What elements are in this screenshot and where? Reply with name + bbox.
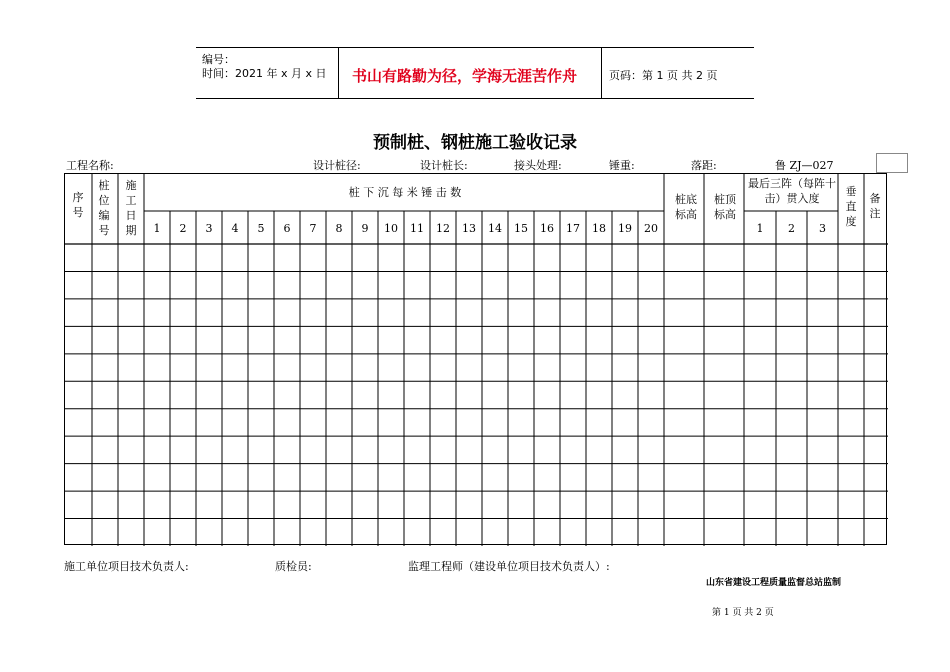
hammer-weight-label: 锤重:	[609, 159, 635, 172]
blow-number: 2	[179, 222, 187, 235]
blow-number: 18	[592, 222, 606, 235]
organization: 山东省建设工程质量监督总站监制	[706, 578, 842, 588]
blow-number: 16	[540, 222, 554, 235]
document-header	[196, 47, 754, 99]
blow-number: 4	[231, 222, 239, 235]
blow-number: 9	[361, 222, 369, 235]
blow-number: 11	[410, 222, 424, 235]
header-vertical-text: 垂 直 度	[845, 185, 857, 228]
header-pile-no	[93, 178, 115, 238]
inspection-table	[64, 173, 887, 545]
design-diameter-label: 设计桩径:	[313, 159, 361, 172]
form-code: 鲁 ZJ—027	[775, 159, 834, 172]
blow-number: 6	[283, 222, 291, 235]
header-blows: 桩 下 沉 每 米 锤 击 数	[348, 186, 462, 199]
blow-number: 19	[618, 222, 632, 235]
header-date	[119, 178, 143, 238]
header-vertical	[842, 184, 860, 229]
blow-number: 17	[566, 222, 580, 235]
penetration-number: 1	[756, 222, 764, 235]
blow-number: 5	[257, 222, 265, 235]
page-title: 预制桩、钢桩施工验收记录	[373, 133, 577, 153]
page-label: 页码：第 1 页 共 2 页	[609, 69, 718, 82]
blow-number: 10	[384, 222, 398, 235]
header-remark	[865, 191, 885, 221]
penetration-number: 3	[819, 222, 826, 235]
header-seq	[67, 190, 89, 220]
time-label: 时间：2021 年 x 月 x 日	[202, 67, 327, 80]
joint-label: 接头处理:	[514, 159, 562, 172]
page-number: 第 1 页 共 2 页	[712, 608, 774, 618]
header-seq-text: 序 号	[72, 191, 84, 219]
blow-number: 14	[488, 222, 502, 235]
blow-number: 8	[335, 222, 343, 235]
design-length-label: 设计桩长:	[420, 159, 468, 172]
blow-number: 1	[153, 222, 161, 235]
header-bottom-text: 桩底 标高	[675, 193, 697, 221]
number-label: 编号：	[202, 53, 235, 66]
header-top-text: 桩顶 标高	[714, 193, 736, 221]
project-name-label: 工程名称:	[66, 159, 114, 172]
header-penetration: 最后三阵（每阵十击）贯入度	[748, 177, 836, 205]
supervisor-label: 监理工程师（建设单位项目技术负责人）:	[408, 560, 610, 573]
header-top	[707, 192, 743, 222]
blow-number: 7	[309, 222, 317, 235]
blow-number: 12	[436, 222, 450, 235]
blow-number: 3	[205, 222, 213, 235]
slogan: 书山有路勤为径，学海无涯苦作舟	[352, 67, 578, 85]
blow-number: 13	[462, 222, 476, 235]
header-pile-no-text: 桩 位 编 号	[98, 179, 110, 237]
header-date-text: 施 工 日 期	[125, 179, 137, 237]
penetration-number: 2	[788, 222, 795, 235]
drop-distance-label: 落距:	[691, 159, 717, 172]
inspector-label: 质检员:	[275, 560, 312, 573]
header-remark-text: 备 注	[869, 192, 881, 220]
corner-box	[876, 153, 908, 173]
header-bottom	[669, 192, 703, 222]
tech-lead-label: 施工单位项目技术负责人:	[64, 560, 189, 573]
blow-number: 15	[514, 222, 528, 235]
blow-number: 20	[644, 222, 658, 235]
